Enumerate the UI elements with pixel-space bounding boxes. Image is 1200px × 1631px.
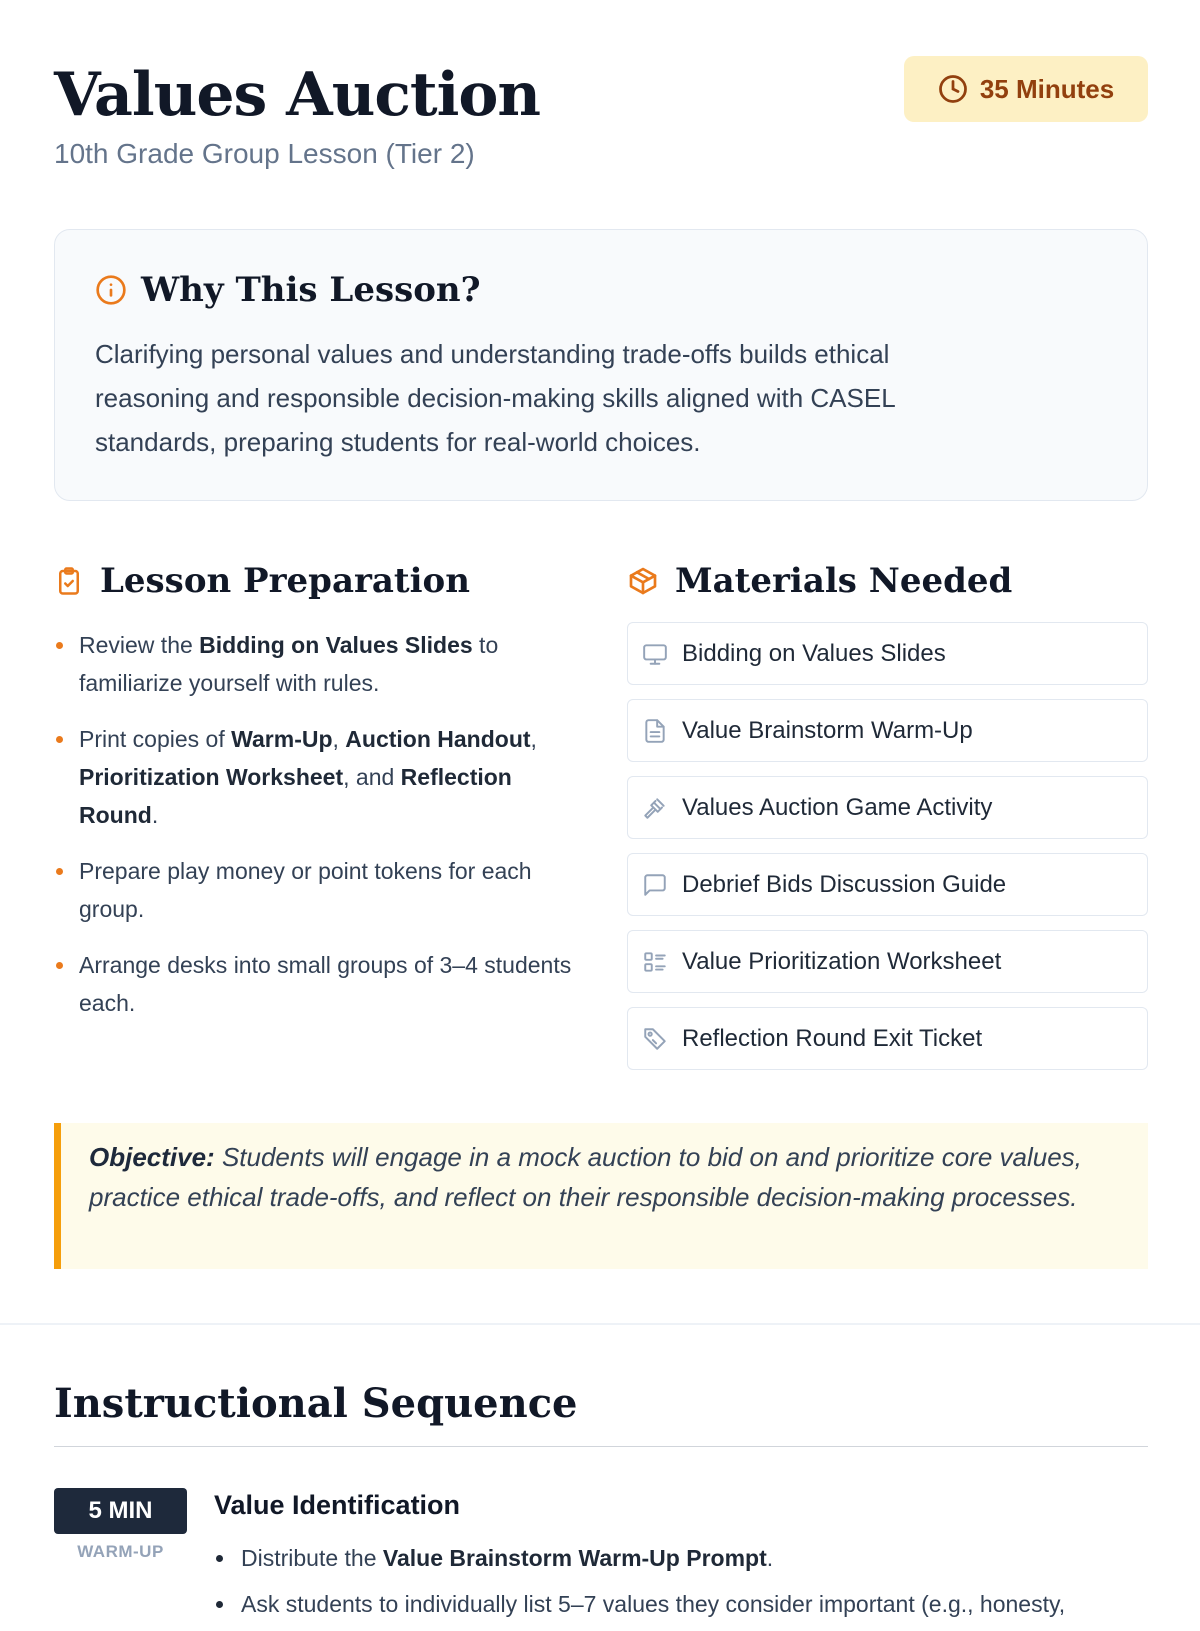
clock-icon [938,74,968,104]
material-link-exit-ticket[interactable] [627,1007,1148,1070]
why-lesson-title: Why This Lesson? [141,270,481,310]
list-item: Prepare play money or point tokens for each group. [54,852,574,928]
material-label: Value Brainstorm Warm-Up [682,716,973,744]
list-item: Arrange desks into small groups of 3–4 students each. [54,946,574,1022]
section-rule [54,1446,1148,1447]
materials-list [627,622,1148,1070]
lesson-preparation-section [54,558,574,1040]
material-link-auction-game[interactable] [627,776,1148,839]
document-icon [642,718,668,744]
duration-label: 35 Minutes [979,73,1115,104]
step-duration-badge: 5 MIN [54,1488,187,1534]
material-link-worksheet[interactable] [627,930,1148,993]
step-phase-label: WARM-UP [77,1542,164,1561]
list-item: Review the Bidding on Values Slides to familiarize yourself with rules. [54,626,574,702]
instructional-sequence-title: Instructional Sequence [54,1380,578,1427]
why-lesson-body: Clarifying personal values and understanding trade-offs builds ethical reasoning and responsible decision-making skills aligned with CASEL standards, preparing students for real-world choices. [95,339,895,457]
info-icon [95,274,127,306]
material-label: Values Auction Game Activity [682,793,993,821]
why-lesson-card [54,229,1148,501]
lesson-header [54,56,1148,176]
material-link-discussion-guide[interactable] [627,853,1148,916]
monitor-icon [642,641,668,667]
materials-needed-title: Materials Needed [675,561,1013,601]
objective-callout [54,1123,1148,1269]
objective-text: Students will engage in a mock auction to bid on and prioritize core values, practice ethical trade-offs, and reflect on their responsible decision-making processes. [89,1142,1082,1212]
page-subtitle: 10th Grade Group Lesson (Tier 2) [54,138,475,169]
materials-needed-section [627,558,1148,1084]
list-item: Print copies of Warm-Up, Auction Handout, Prioritization Worksheet, and Reflection Round. [54,720,574,834]
package-icon [627,565,659,597]
ticket-icon [642,1026,668,1052]
list-item: Ask students to individually list 5–7 values they consider important (e.g., honesty, [214,1585,1154,1623]
material-label: Reflection Round Exit Ticket [682,1024,983,1052]
checklist-icon [642,949,668,975]
material-link-warm-up[interactable] [627,699,1148,762]
duration-badge [904,56,1148,122]
list-item: Distribute the Value Brainstorm Warm-Up Prompt. [214,1539,1154,1577]
material-label: Debrief Bids Discussion Guide [682,870,1007,898]
chat-icon [642,872,668,898]
step-bullets [214,1539,1154,1631]
page-title: Values Auction [54,60,541,130]
material-label: Bidding on Values Slides [682,639,946,667]
gavel-icon [642,795,668,821]
material-link-slides[interactable] [627,622,1148,685]
material-label: Value Prioritization Worksheet [682,947,1002,975]
clipboard-check-icon [54,566,84,596]
lesson-preparation-title: Lesson Preparation [100,561,470,601]
preparation-list [54,626,574,1022]
step-title: Value Identification [214,1490,461,1520]
section-divider [0,1323,1200,1325]
objective-label: Objective: [89,1142,215,1172]
